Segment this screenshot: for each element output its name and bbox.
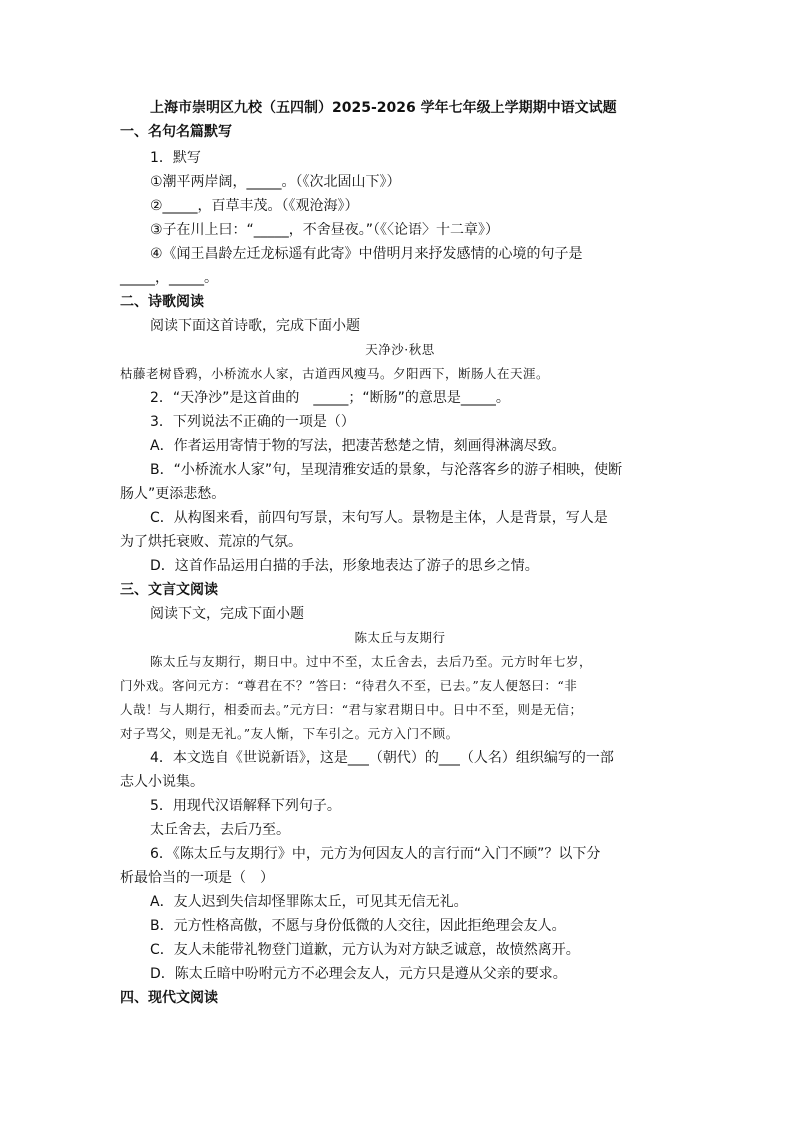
section-4-heading: 四、现代文阅读 bbox=[120, 990, 218, 1006]
exam-title: 上海市崇明区九校（五四制）2025-2026 学年七年级上学期期中语文试题 bbox=[150, 100, 617, 116]
classical-text-line: 人哉！与人期行，相委而去。”元方曰：“君与家君期日中。日中不至，则是无信； bbox=[120, 702, 583, 717]
question-3-option-a: A．作者运用寄情于物的写法，把凄苦愁楚之情，刻画得淋漓尽致。 bbox=[150, 438, 566, 454]
section-3-intro: 阅读下文，完成下面小题 bbox=[150, 606, 304, 622]
question-6-option-a: A．友人迟到失信却怪罪陈太丘，可见其无信无礼。 bbox=[150, 894, 468, 910]
question-5: 5．用现代汉语解释下列句子。 bbox=[150, 798, 341, 814]
classical-text-line: 门外戏。客问元方：“尊君在不？”答曰：“待君久不至，已去。”友人便怒曰：“非 bbox=[120, 678, 578, 693]
question-3-option-b: B．“小桥流水人家”句，呈现清雅安适的景象，与沦落客乡的游子相映，使断 bbox=[150, 462, 623, 478]
question-1: 1．默写 bbox=[150, 150, 201, 166]
question-6-cont: 析最恰当的一项是（ ） bbox=[120, 870, 274, 886]
question-3-option-b-cont: 肠人”更添悲愁。 bbox=[120, 486, 226, 502]
question-4-cont: 志人小说集。 bbox=[120, 774, 204, 790]
question-3-option-c: C．从构图来看，前四句写景，末句写人。景物是主体，人是背景，写人是 bbox=[150, 510, 608, 526]
question-1-item-d-cont: _____，_____。 bbox=[120, 270, 218, 286]
question-4: 4．本文选自《世说新语》，这是___（朝代）的___（人名）组织编写的一部 bbox=[150, 750, 614, 766]
question-3: 3．下列说法不正确的一项是（） bbox=[150, 414, 355, 430]
section-1-heading: 一、名句名篇默写 bbox=[120, 124, 232, 140]
question-6-option-d: D．陈太丘暗中吩咐元方不必理会友人，元方只是遵从父亲的要求。 bbox=[150, 966, 567, 982]
question-3-option-d: D．这首作品运用白描的手法，形象地表达了游子的思乡之情。 bbox=[150, 558, 539, 574]
classical-text-line: 陈太丘与友期行，期日中。过中不至，太丘舍去，去后乃至。元方时年七岁， bbox=[150, 654, 593, 669]
section-2-heading: 二、诗歌阅读 bbox=[120, 294, 204, 310]
question-3-option-c-cont: 为了烘托衰败、荒凉的气氛。 bbox=[120, 534, 302, 550]
question-5-sentence: 太丘舍去，去后乃至。 bbox=[150, 822, 290, 838]
question-6: 6．《陈太丘与友期行》中，元方为何因友人的言行而“入门不顾”？以下分 bbox=[150, 846, 601, 862]
section-3-heading: 三、文言文阅读 bbox=[120, 582, 218, 598]
question-6-option-b: B．元方性格高傲，不愿与身份低微的人交往，因此拒绝理会友人。 bbox=[150, 918, 566, 934]
question-1-item-a: ①潮平两岸阔，_____。（《次北固山下》） bbox=[150, 174, 401, 190]
question-1-item-d: ④《闻王昌龄左迁龙标遥有此寄》中借明月来抒发感情的心境的句子是 bbox=[150, 246, 583, 262]
poem-text: 枯藤老树昏鸦，小桥流水人家，古道西风瘦马。夕阳西下，断肠人在天涯。 bbox=[120, 366, 550, 381]
question-1-item-b: ②_____，百草丰茂。（《观沧海》） bbox=[150, 198, 359, 214]
poem-title: 天净沙·秋思 bbox=[365, 342, 435, 357]
question-1-item-c: ③子在川上曰：“_____，不舍昼夜。”（《〈论语〉十二章》） bbox=[150, 222, 500, 238]
classical-text-title: 陈太丘与友期行 bbox=[354, 630, 446, 645]
question-2: 2．“天净沙”是这首曲的 _____；“断肠”的意思是_____。 bbox=[150, 390, 510, 406]
question-6-option-c: C．友人未能带礼物登门道歉，元方认为对方缺乏诚意，故愤然离开。 bbox=[150, 942, 580, 958]
section-2-intro: 阅读下面这首诗歌，完成下面小题 bbox=[150, 318, 360, 334]
classical-text-line: 对子骂父，则是无礼。”友人惭，下车引之。元方入门不顾。 bbox=[120, 726, 459, 741]
